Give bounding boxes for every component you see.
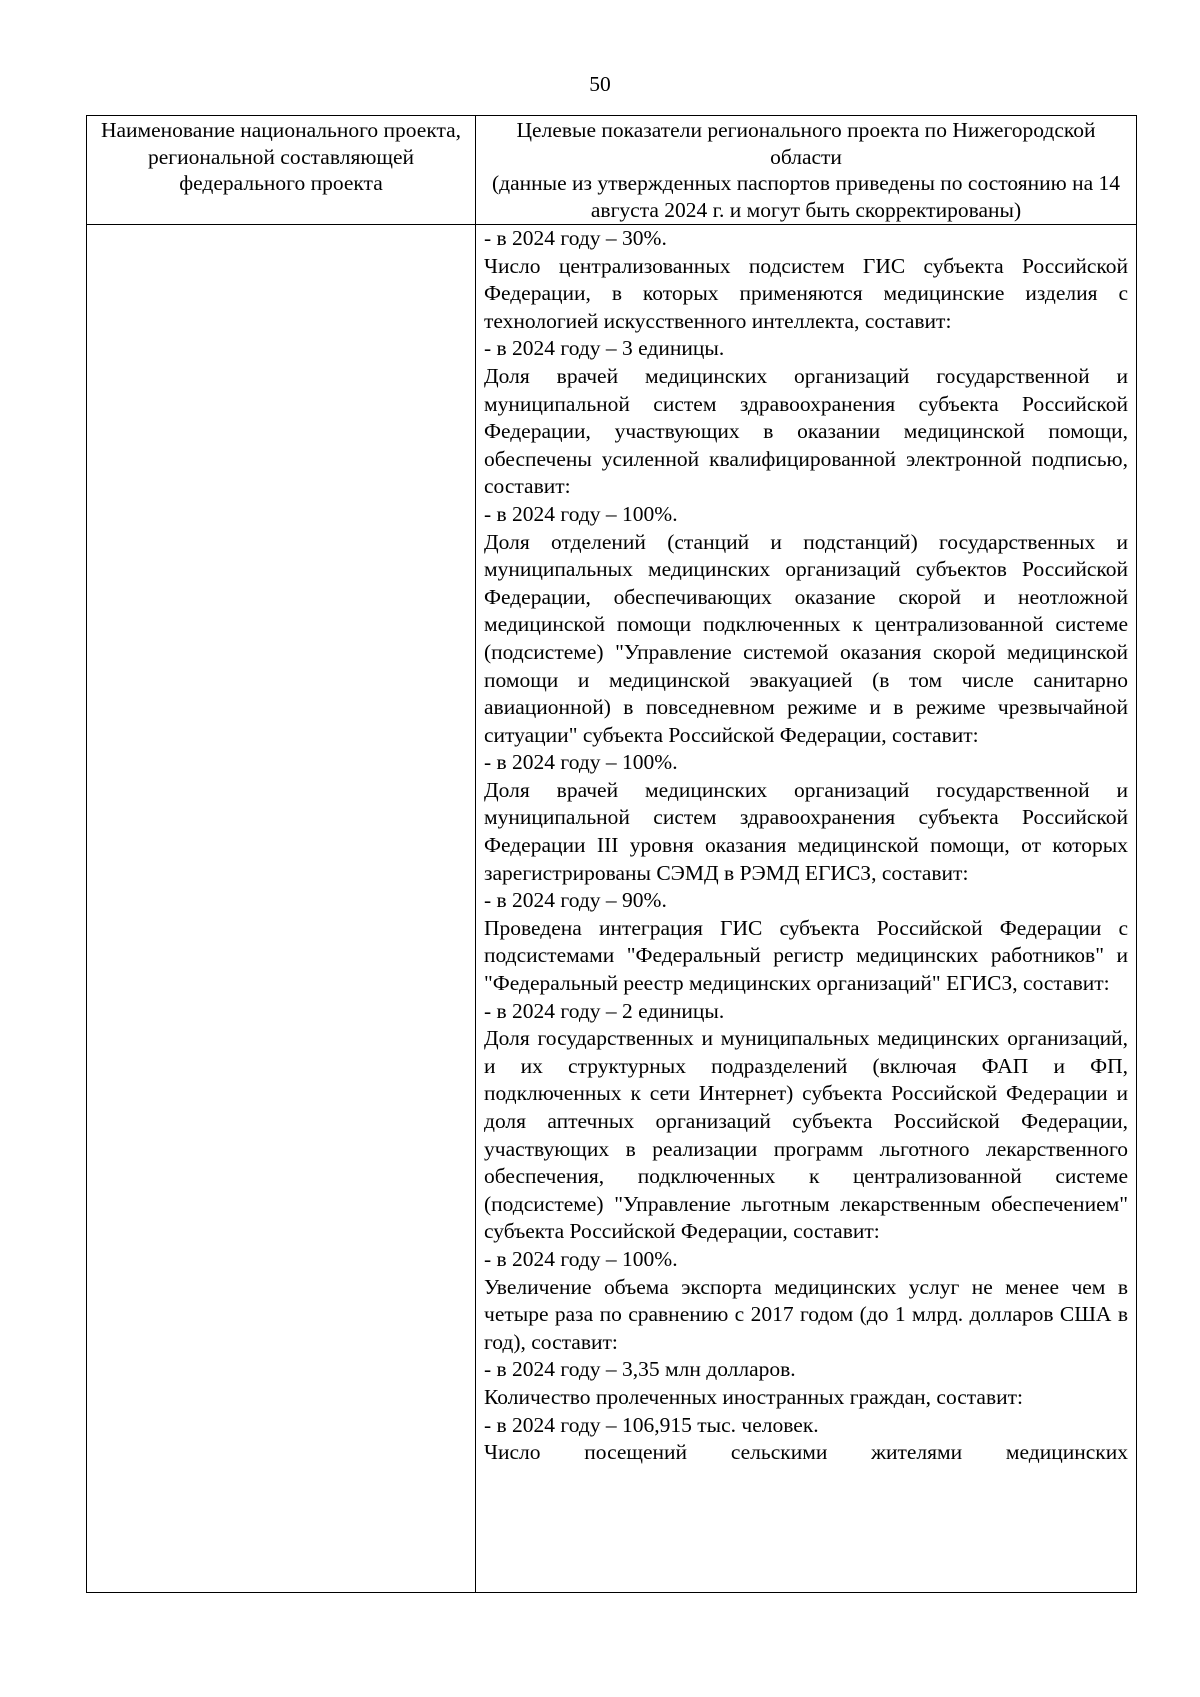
indicator-value: - в 2024 году – 100%. [484, 750, 678, 775]
indicator-text: Доля врачей медицинских организаций государственной и муниципальной систем здравоохранения субъекта Российской Федерации III уровня оказания медицинской помощи, от которых зарегистрированы СЭМД в РЭМД ЕГИСЗ, составит: [484, 777, 1128, 885]
indicator-text: Увеличение объема экспорта медицинских услуг не менее чем в четыре раза по сравнению с 2017 годом (до 1 млрд. долларов США в год), составит: [484, 1274, 1128, 1354]
indicator-value: - в 2024 году – 3 единицы. [484, 336, 725, 361]
indicator-text: Число централизованных подсистем ГИС субъекта Российской Федерации, в которых применяются медицинские изделия с технологией искусственного интеллекта, составит: [484, 253, 1128, 333]
indicator-value: - в 2024 году – 106,915 тыс. человек. [484, 1412, 819, 1437]
indicator-value: - в 2024 году – 100%. [484, 1246, 678, 1271]
header-right-title: Целевые показатели регионального проекта по Нижегородской области [516, 118, 1096, 169]
header-right-note: (данные из утвержденных паспортов приведены по состоянию на 14 августа 2024 г. и могут быть скорректированы) [491, 171, 1121, 222]
header-left-text: Наименование национального проекта, региональной составляющей федерального проекта [100, 118, 462, 196]
indicator-value: - в 2024 году – 90%. [484, 888, 667, 913]
indicator-text: Доля государственных и муниципальных медицинских организаций, и их структурных подразделений (включая ФАП и ФП, подключенных к сети Интернет) субъекта Российской Федерации и доля аптечных организаций субъекта Российской Федерации, участвующих в реализации программ льготного лекарственного обеспечения, подключенных к централизованной системе (подсистеме) "Управление льготным лекарственным обеспечением" субъекта Российской Федерации, составит: [484, 1026, 1128, 1244]
page-number: 50 [589, 72, 611, 96]
header-cell-project-name [87, 116, 476, 225]
header-cell-target-indicators [476, 116, 1137, 225]
indicator-text: Доля врачей медицинских организаций государственной и муниципальной систем здравоохранения субъекта Российской Федерации, участвующих в оказании медицинской помощи, обеспечены усиленной квалифицированной электронной подписью, составит: [484, 363, 1128, 499]
project-name-cell [87, 225, 476, 1593]
indicator-text: Проведена интеграция ГИС субъекта Российской Федерации с подсистемами "Федеральный регистр медицинских работников" и "Федеральный реестр медицинских организаций" ЕГИСЗ, составит: [484, 915, 1128, 996]
indicator-text-continued: Число посещений сельскими жителями медицинских [484, 1440, 1128, 1465]
indicator-value: - в 2024 году – 100%. [484, 501, 678, 526]
indicators-cell [476, 225, 1137, 1593]
table-header-row [87, 116, 1137, 225]
indicator-text: Количество пролеченных иностранных граждан, составит: [484, 1384, 1024, 1409]
indicator-value: - в 2024 году – 30%. [484, 226, 667, 250]
table-body-row [87, 225, 1137, 1593]
indicators-table [86, 115, 1137, 1593]
indicator-value: - в 2024 году – 2 единицы. [484, 998, 725, 1023]
indicator-value: - в 2024 году – 3,35 млн долларов. [484, 1357, 796, 1382]
indicator-text: Доля отделений (станций и подстанций) государственных и муниципальных медицинских организаций субъектов Российской Федерации, обеспечивающих оказание скорой и неотложной медицинской помощи подключенных к централизованной системе (подсистеме) "Управление системой оказания скорой медицинской помощи и медицинской эвакуацией (в том числе санитарно авиационной) в повседневном режиме и в режиме чрезвычайной ситуации" субъекта Российской Федерации, составит: [484, 529, 1128, 747]
